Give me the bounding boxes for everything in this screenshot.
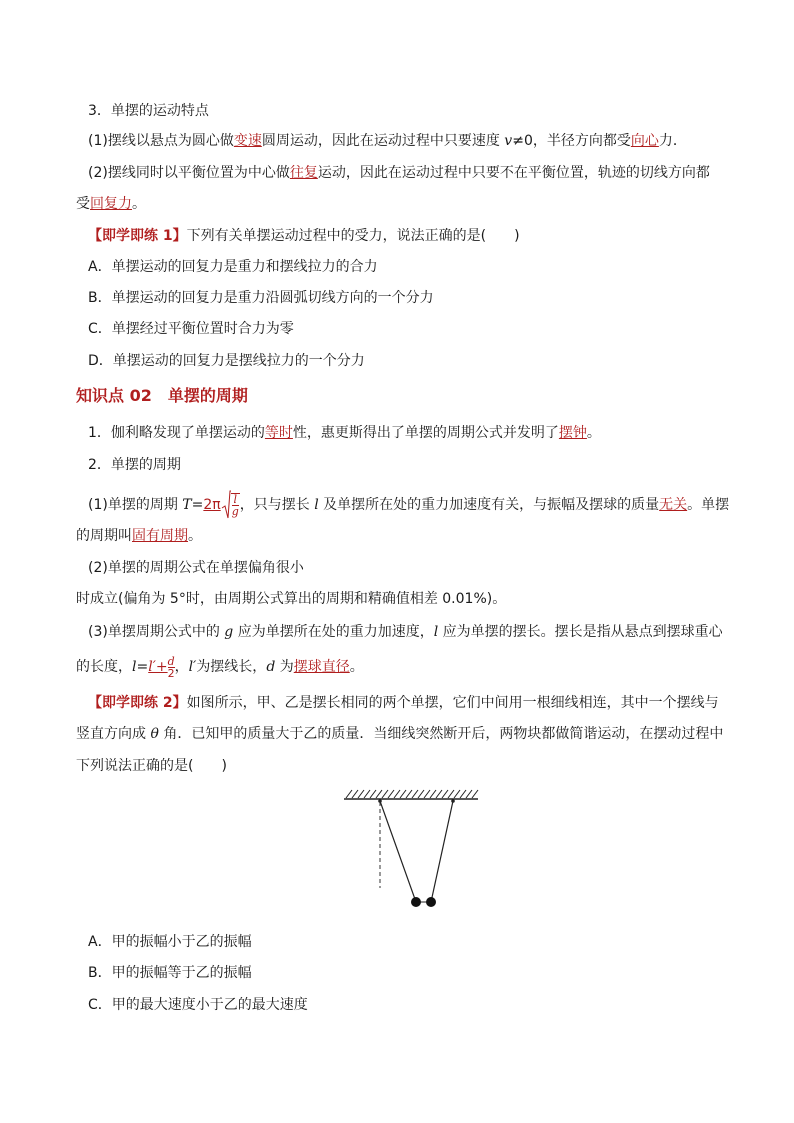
paragraph-3-2-cont: 受回复力。	[76, 196, 146, 212]
exercise-1-option-c: C．单摆经过平衡位置时合力为零	[88, 321, 294, 337]
exercise-2-option-c: C．甲的最大速度小于乙的最大速度	[88, 997, 308, 1013]
pivot-left	[378, 799, 382, 803]
k2-line-2: 2．单摆的周期	[88, 457, 181, 473]
k2-line-1: 1．伽利略发现了单摆运动的等时性，惠更斯得出了单摆的周期公式并发明了摆钟。	[88, 425, 601, 441]
exercise-2-option-a: A．甲的振幅小于乙的振幅	[88, 934, 252, 950]
exercise-1-question: 【即学即练 1】下列有关单摆运动过程中的受力，说法正确的是( )	[88, 228, 520, 244]
paragraph-3-2: (2)摆线同时以平衡位置为中心做往复运动，因此在运动过程中只要不在平衡位置，轨迹的切线方向都	[88, 165, 710, 181]
exercise-2-option-b: B．甲的振幅等于乙的振幅	[88, 965, 252, 981]
k2-length-line: (3)单摆周期公式中的 g 应为单摆所在处的重力加速度，l 应为单摆的摆长。摆长是指从悬点到摆球重心	[88, 624, 723, 640]
k2-period-line-cont: 的周期叫固有周期。	[76, 528, 202, 544]
ceiling-hatch	[344, 790, 478, 799]
string-left	[380, 801, 416, 902]
bob-jia	[411, 897, 421, 907]
exercise-2-question: 【即学即练 2】如图所示，甲、乙是摆长相同的两个单摆，它们中间用一根细线相连，其中一个摆线与	[88, 695, 719, 711]
exercise-2-question-cont: 竖直方向成 θ 角．已知甲的质量大于乙的质量．当细线突然断开后，两物块都做简谐运动，在摆动过程中	[76, 726, 724, 742]
section-title-knowledge-02: 知识点 02 单摆的周期	[76, 386, 248, 405]
bob-yi	[426, 897, 436, 907]
exercise-1-option-d: D．单摆运动的回复力是摆线拉力的一个分力	[88, 353, 365, 369]
string-right	[431, 801, 453, 902]
exercise-1-option-a: A．单摆运动的回复力是重力和摆线拉力的合力	[88, 259, 378, 275]
k2-condition-line: (2)单摆的周期公式在单摆偏角很小	[88, 560, 304, 576]
k2-condition-line-cont: 时成立(偏角为 5°时，由周期公式算出的周期和精确值相差 0.01%)。	[76, 591, 507, 607]
exercise-2-question-end: 下列说法正确的是( )	[76, 758, 227, 774]
sqrt-symbol	[221, 490, 231, 520]
paragraph-3-1: (1)摆线以悬点为圆心做变速圆周运动，因此在运动过程中只要速度 v≠0，半径方向都受向心力．	[88, 133, 687, 149]
k2-period-formula-line: (1)单摆的周期 T=2π $\frac{l}{g}$ ，只与摆长 l 及单摆所在处的重力加速度有关，与振幅及摆球的质量无关。单摆	[88, 490, 724, 520]
period-formula: 2π $\frac{l}{g}$	[203, 497, 239, 513]
heading-3: 3．单摆的运动特点	[88, 103, 209, 119]
k2-length-line-cont: 的长度，l=l′+ $\frac{d}{2}$ ，l′为摆线长，d 为摆球直径。	[76, 654, 364, 680]
exercise-1-option-b: B．单摆运动的回复力是重力沿圆弧切线方向的一个分力	[88, 290, 434, 306]
pendulum-figure	[336, 780, 486, 915]
pivot-right	[451, 799, 455, 803]
